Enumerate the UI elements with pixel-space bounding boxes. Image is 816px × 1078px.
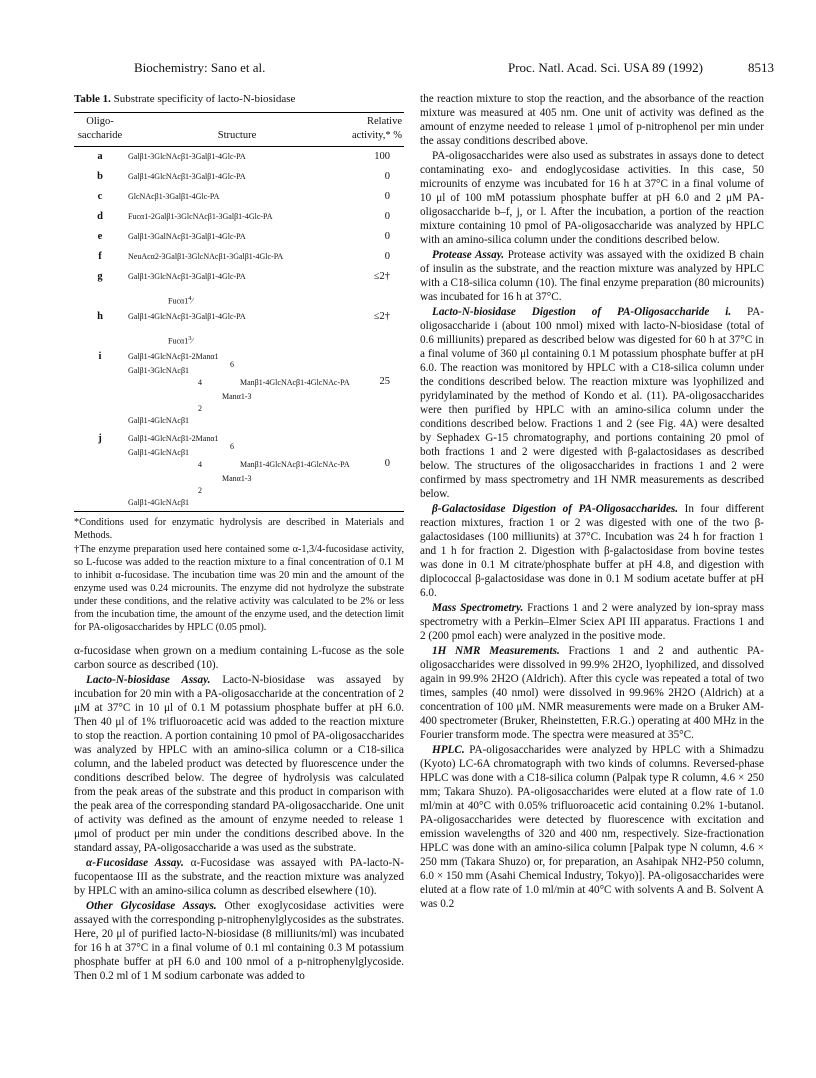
- table-row: [74, 147, 404, 168]
- structure-line: Manβ1-4GlcNAcβ1-4GlcNAc-PA: [240, 460, 350, 469]
- paragraph: [74, 856, 404, 898]
- row-activity: 25: [379, 376, 390, 387]
- footnote-1: *Conditions used for enzymatic hydrolysis are described in Materials and Methods.: [74, 517, 404, 541]
- col-header-oligo: Oligo- saccharide: [77, 116, 123, 141]
- row-structure: [126, 307, 348, 347]
- row-activity: 0: [384, 211, 390, 222]
- structure-line: 4: [198, 460, 202, 469]
- table-row: [74, 247, 404, 267]
- structure-line: 4: [198, 378, 202, 387]
- row-label: d: [97, 211, 103, 222]
- structure-line: 2: [198, 404, 202, 413]
- structure-line: 6: [230, 360, 234, 369]
- table-row: [74, 267, 404, 307]
- section-heading: Protease Assay.: [432, 249, 505, 261]
- right-column: [420, 92, 764, 911]
- footnote-2: †The enzyme preparation used here contained some α-1,3/4-fucosidase activity, so L-fucose was added to the reaction mixture to a final concentration of 0.1 M to inhibit α-fucosidase. The incubation time was 20 min and the amount of the enzyme used was 0.24 microunits. The enzyme did not hydrolyze the substrate under these conditions, and the relative activity was calculated to be 2% or less from the incubation time, the amount of the enzyme used, and the detection limit for PA-oligosaccharides by HPLC (0.05 pmol).: [74, 544, 404, 633]
- table-label: Table 1.: [74, 93, 111, 105]
- paragraph: [74, 899, 404, 983]
- paragraph: [420, 248, 764, 304]
- row-label: a: [97, 151, 103, 162]
- paragraph-text: Fractions 1 and 2 and authentic PA-oligosaccharides were dissolved in 99.9% 2H2O, lyophilized, and dissolved again in 99.9% 2H2O (Aldrich). After this cycle was repeated a total of two times, samples (40 nmol) were dissolved in 99.96% 2H2O (Aldrich) at a concentration of 100 μM. NMR measurements were made on a Bruker AM-400 spectrometer (Bruker, Rheinstetten, F.R.G.) operating at 400 MHz in the Fourier transform mode. The spectra were measured at 35°C.: [420, 645, 764, 741]
- paragraph: [74, 673, 404, 855]
- structure-line: Galβ1-3GlcNAcβ1: [128, 366, 190, 375]
- row-structure: Fucα1-2Galβ1-3GlcNAcβ1-3Galβ1-4Glc-PA: [128, 212, 273, 221]
- section-heading: β-Galactosidase Digestion of PA-Oligosaccharides.: [432, 503, 679, 515]
- col-header-activity: Relative activity,* %: [351, 116, 402, 141]
- section-heading: 1H NMR Measurements.: [432, 645, 560, 657]
- paragraph-text: In four different reaction mixtures, fraction 1 or 2 was digested with one of the two β-galactosidases (100 milliunits) at 37°C. Incubation was 24 h for fraction 1 and 1 h for fraction 2. Digestion with β-galactosidase from bovine testes was done in 0.1 M citrate/phosphate buffer at pH 4.8, and digestion with diplococcal β-galactosidase was done in 0.1 M sodium acetate buffer at pH 6.0.: [420, 503, 764, 599]
- structure-line: Manβ1-4GlcNAcβ1-4GlcNAc-PA: [240, 378, 350, 387]
- row-structure: [126, 429, 348, 512]
- structure-line: Galβ1-4GlcNAcβ1: [128, 416, 190, 425]
- structure-branch: $Fuc\alpha 1^4⁄$: [168, 295, 193, 306]
- structure-line: Galβ1-4GlcNAcβ1-2Manα1: [128, 434, 219, 443]
- row-structure: Galβ1-3GlcNAcβ1-3Galβ1-4Glc-PA: [128, 152, 246, 161]
- row-activity: 0: [384, 231, 390, 242]
- table-caption: [74, 92, 404, 106]
- section-heading: Lacto-N-biosidase Assay.: [86, 674, 211, 686]
- section-heading: α-Fucosidase Assay.: [86, 857, 184, 869]
- paragraph-text: PA-oligosaccharides were analyzed by HPLC with a Shimadzu (Kyoto) LC-6A chromatograph with two kinds of columns. Reversed-phase HPLC was done with a C18-silica column (Palpak type R column, 4.6 × 250 mm; Takara Shuzo). PA-oligosaccharides were eluted at a flow rate of 1.0 ml/min at 40°C with 0.05% trifluoroacetic acid containing 0.2% 1-butanol. PA-oligosaccharides were detected by fluorescence with excitation and emission wavelengths of 320 and 400 nm, respectively. Size-fractionation HPLC was done with an amino-silica column [Palpak type N column, 4.6 × 250 mm (Takara Shuzo) or, for preparation, an Asahipak NH2-P50 column, 6.0 × 150 mm (Asahi Chemical Industry, Tokyo)]. PA-oligosaccharides were eluted at a flow rate of 1.0 ml/min at 40°C with solvents A and B. Solvent A was 0.2: [420, 744, 764, 910]
- paragraph-text: Protease activity was assayed with the oxidized B chain of insulin as the substrate, and the reaction mixture was analyzed by HPLC with a C18-silica column (10). The final enzyme preparation (80 microunits) was incubated for 16 h at 37°C.: [420, 249, 764, 303]
- row-structure: Galβ1-3GalNAcβ1-3Galβ1-4Glc-PA: [128, 232, 246, 241]
- row-structure: Galβ1-4GlcNAcβ1-3Galβ1-4Glc-PA: [128, 172, 246, 181]
- page-number: 8513: [748, 60, 774, 75]
- paragraph: [420, 743, 764, 911]
- col-header-structure: Structure: [217, 130, 257, 141]
- structure-branch: $Fuc\alpha 1^3⁄$: [168, 335, 193, 346]
- row-activity: 0: [384, 251, 390, 262]
- table-row: [74, 307, 404, 347]
- table-footnotes: [74, 516, 404, 634]
- row-label: c: [97, 191, 103, 202]
- structure-line: 2: [198, 486, 202, 495]
- row-label: g: [97, 271, 103, 282]
- row-label: h: [97, 311, 103, 322]
- row-activity: ≤2†: [373, 311, 390, 322]
- paragraph-text: Other exoglycosidase activities were assayed with the corresponding p-nitrophenylglycosides as the substrates. Here, 20 μl of purified lacto-N-biosidase (8 milliunits/ml) was incubated for 16 h at 37°C in a final volume of 0.1 ml containing 0.3 M potassium phosphate buffer at pH 6.0 and 100 nmol of a p-nitrophenylglycoside. Then 0.2 ml of 1 M sodium carbonate was added to: [74, 900, 404, 982]
- structure-main: Galβ1-3GlcNAcβ1-3Galβ1-4Glc-PA: [128, 272, 246, 281]
- section-heading: Other Glycosidase Assays.: [86, 900, 217, 912]
- paragraph: [420, 601, 764, 643]
- row-activity: ≤2†: [373, 271, 390, 282]
- row-label: f: [98, 251, 102, 262]
- paragraph-text: Lacto-N-biosidase was assayed by incubation for 20 min with a PA-oligosaccharide at the concentration of 2 μM at 37°C in 10 μl of 0.1 M potassium phosphate buffer at pH 6.0. Then 40 μl of 1% trifluoroacetic acid was added to the reaction mixture to stop the reaction. A portion containing 10 pmol of PA-oligosaccharides was analyzed by HPLC with an amino-silica column or a C18-silica column, and the labeled product was detected by fluorescence under the conditions described below. The degree of hydrolysis was calculated from the peak areas of the substrate and this product in comparison with the peak area of the corresponding standard PA-oligosaccharide. One unit of activity was defined as the amount of enzyme needed to release 1 μmol of product per min under the conditions described above. In the standard assay, PA-oligosaccharide a was used as the substrate.: [74, 674, 404, 854]
- substrate-table: [74, 112, 404, 512]
- table-row: [74, 187, 404, 207]
- table-row: [74, 429, 404, 512]
- table-row: [74, 347, 404, 429]
- table-row: [74, 167, 404, 187]
- paragraph: α-fucosidase when grown on a medium containing L-fucose as the sole carbon source as described (10).: [74, 645, 404, 671]
- paragraph: [420, 502, 764, 600]
- running-header-left: Biochemistry: Sano et al.: [134, 60, 266, 75]
- row-activity: 0: [384, 171, 390, 182]
- structure-line: 6: [230, 442, 234, 451]
- paragraph-text: α-Fucosidase was assayed with PA-lacto-N-fucopentaose III as the substrate, and the reaction mixture was analyzed by HPLC with an amino-silica column as described elsewhere (10).: [74, 857, 404, 897]
- section-heading: HPLC.: [432, 744, 465, 756]
- paragraph: PA-oligosaccharides were also used as substrates in assays done to detect contaminating exo- and endoglycosidase activities. In this case, 50 microunits of enzyme was incubated for 16 h at 37°C in a final volume of 10 μl of 100 mM potassium phosphate buffer at pH 6.0 and 2 μM PA-oligosaccharide b–f, j, or l. After the incubation, a portion of the reaction mixture containing 10 pmol of PA-oligosaccharide was analyzed by HPLC with an amino-silica column under the conditions described below.: [420, 150, 764, 246]
- row-structure: [126, 347, 348, 429]
- structure-line: Galβ1-4GlcNAcβ1: [128, 498, 190, 507]
- paragraph: the reaction mixture to stop the reaction, and the absorbance of the reaction mixture was measured at 405 nm. One unit of activity was defined as the amount of enzyme needed to release 1 μmol of p-nitrophenol per min under the assay conditions described above.: [420, 93, 764, 147]
- paragraph-text: Fractions 1 and 2 were analyzed by ion-spray mass spectrometry with a Perkin–Elmer Sciex API III apparatus. Fractions 1 and 2 (200 pmol each) were analyzed in the positive mode.: [420, 602, 765, 642]
- table-title: Substrate specificity of lacto-N-biosidase: [113, 93, 296, 105]
- row-label: e: [97, 231, 103, 242]
- row-structure: NeuAcα2-3Galβ1-3GlcNAcβ1-3Galβ1-4Glc-PA: [128, 252, 284, 261]
- section-heading: Mass Spectrometry.: [432, 602, 524, 614]
- row-structure: GlcNAcβ1-3Galβ1-4Glc-PA: [128, 192, 220, 201]
- row-activity: 0: [384, 458, 390, 469]
- structure-line: Manα1-3: [222, 474, 252, 483]
- structure-line: Manα1-3: [222, 392, 252, 401]
- section-heading: Lacto-N-biosidase Digestion of PA-Oligosaccharide i.: [432, 306, 732, 318]
- table-row: [74, 207, 404, 227]
- structure-main: Galβ1-4GlcNAcβ1-3Galβ1-4Glc-PA: [128, 312, 246, 321]
- row-activity: 0: [384, 191, 390, 202]
- row-label: b: [97, 171, 103, 182]
- row-label: j: [98, 433, 102, 444]
- table-row: [74, 227, 404, 247]
- row-label: i: [98, 351, 102, 362]
- left-column: [74, 92, 404, 983]
- paragraph: [420, 644, 764, 742]
- structure-line: Galβ1-4GlcNAcβ1-2Manα1: [128, 352, 219, 361]
- paragraph: [420, 305, 764, 501]
- structure-line: Galβ1-4GlcNAcβ1: [128, 448, 190, 457]
- running-header-right: Proc. Natl. Acad. Sci. USA 89 (1992): [508, 60, 703, 75]
- row-activity: 100: [374, 151, 390, 162]
- row-structure: [126, 267, 348, 307]
- paragraph-text: PA-oligosaccharide i (about 100 nmol) mixed with lacto-N-biosidase (total of 0.6 milliunits) prepared as described below was digested for 60 h at 37°C in a final volume of 360 μl containing 0.1 M potassium phosphate buffer at pH 6.0. The reaction was monitored by HPLC with a C18-silica column under the conditions described below. The reaction mixture was lyophilized and pyridylaminated by the method of Kondo et al. (11). PA-oligosaccharides were then purified by HPLC with an amino-silica column under the conditions described below. Fractions 1 and 2 (see Fig. 4A) were desalted by Sephadex G-15 chromatography, and portions containing 20 pmol of both fractions 1 and 2 were digested with β-galactosidases as described below. The structures of the oligosaccharides in fractions 1 and 2 were confirmed by mass spectrometry and 1H NMR measurements as described below.: [420, 306, 764, 500]
